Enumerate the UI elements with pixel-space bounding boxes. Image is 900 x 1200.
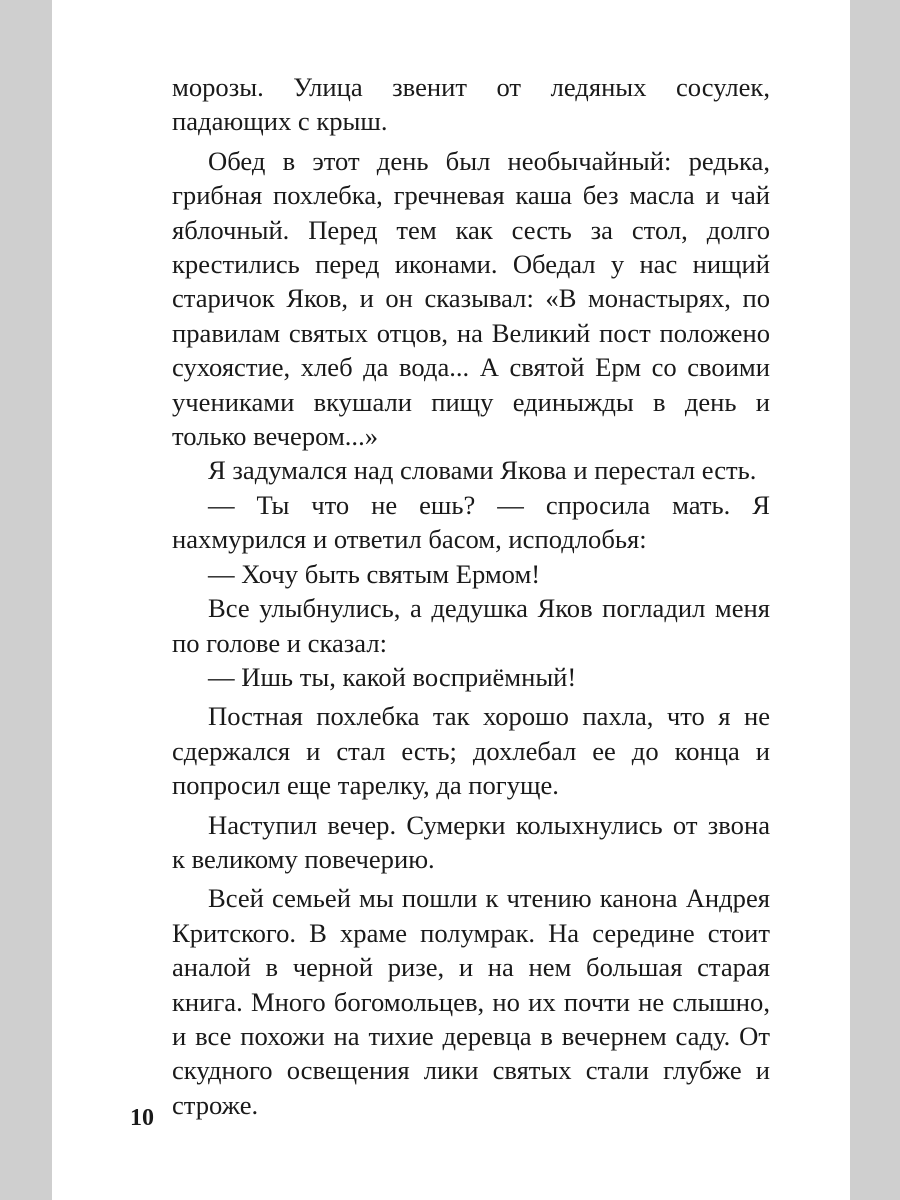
body-text bbox=[172, 70, 770, 1122]
paragraph: Наступил вечер. Сумерки колыхнулись от звона к великому повечерию. bbox=[172, 809, 770, 874]
paragraph: Обед в этот день был необычайный: редька, грибная похлебка, гречневая каша без масла и чай яблочный. Перед тем как сесть за стол, долго крестились перед иконами. Обедал у нас нищий старичок Яков, и он сказывал: «В монастырях, по правилам святых отцов, на Великий пост положено сухоястие, хлеб да вода... А святой Ерм со своими учениками вкушали пищу единыжды в день и только вечером...» bbox=[172, 145, 770, 452]
paragraph: морозы. Улица звенит от ледяных сосулек, падающих с крыш. bbox=[172, 72, 770, 137]
paragraph: Всей семьей мы пошли к чтению канона Андрея Критского. В храме полумрак. На середине стоит аналой в черной ризе, и на нем большая старая книга. Много богомольцев, но их почти не слышно, и все похожи на тихие деревца в вечернем саду. От скудного освещения лики святых стали глубже и строже. bbox=[172, 883, 770, 1120]
book-page bbox=[52, 0, 850, 1200]
paragraph: — Ты что не ешь? — спросила мать. Я нахмурился и ответил басом, исподлобья: bbox=[172, 489, 770, 555]
paragraph: — Ишь ты, какой восприёмный! bbox=[208, 661, 577, 692]
page-number: 10 bbox=[130, 1105, 154, 1131]
paragraph: Постная похлебка так хорошо пахла, что я не сдержался и стал есть; дохлебал ее до конца и попросил еще тарелку, да погуще. bbox=[172, 701, 770, 801]
paragraph: — Хочу быть святым Ермом! bbox=[208, 558, 541, 589]
paragraph: Все улыбнулись, а дедушка Яков погладил меня по голове и сказал: bbox=[172, 593, 770, 658]
paragraph: Я задумался над словами Якова и перестал есть. bbox=[208, 455, 757, 486]
